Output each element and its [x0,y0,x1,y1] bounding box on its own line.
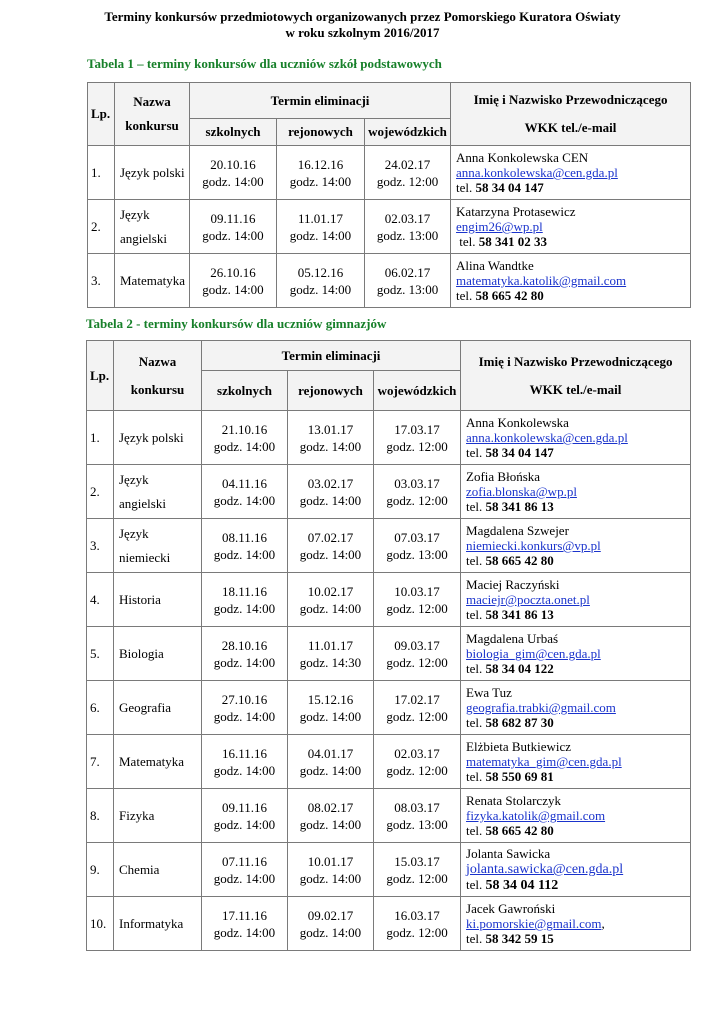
chair-contact [451,146,691,200]
regional-stage-time: godz. 14:30 [299,654,362,670]
chair-name: Zofia Błońska [466,469,541,484]
contest-name-line2: angielski [119,495,166,511]
header-name-line1: Nazwa [138,353,177,369]
regional-stage-time: godz. 14:00 [299,708,362,724]
table-row [87,627,691,681]
chair-name: Alina Wandtke [456,258,534,273]
contest-name [114,789,202,843]
school-stage-time: godz. 14:00 [213,438,276,454]
contest-name-line1: Chemia [119,861,160,877]
contest-name [115,146,190,200]
school-stage-cell [190,146,277,200]
chair-phone-line [456,234,690,249]
regional-stage-time: godz. 14:00 [299,816,362,832]
chair-phone-line [456,288,690,303]
voivodeship-stage-date: 17.02.17 [394,691,440,707]
school-stage-cell [190,200,277,254]
voivodeship-stage-date: 09.03.17 [394,637,440,653]
voivodeship-stage-cell [374,411,461,465]
phone-prefix: tel. [466,877,486,892]
chair-contact [451,254,691,308]
header-chair [461,341,691,411]
contest-name-line1: Język [119,471,149,487]
regional-stage-cell [277,254,365,308]
regional-stage-date: 11.01.17 [297,210,344,226]
school-stage-cell [202,411,288,465]
school-stage-date: 21.10.16 [221,421,268,437]
header-contest-name [115,83,190,146]
regional-stage-date: 13.01.17 [307,421,354,437]
regional-stage-cell [288,735,374,789]
regional-stage-cell [277,200,365,254]
regional-stage-time: godz. 14:00 [299,438,362,454]
chair-contact [461,789,691,843]
school-stage-date: 16.11.16 [221,745,268,761]
chair-contact [461,411,691,465]
regional-stage-time: godz. 14:00 [299,924,362,940]
regional-stage-date: 11.01.17 [307,637,354,653]
header-name-line1: Nazwa [133,94,171,109]
school-stage-date: 09.11.16 [221,799,268,815]
voivodeship-stage-time: godz. 13:00 [386,816,448,832]
regional-stage-cell [288,897,374,951]
chair-phone: 58 665 42 80 [485,823,554,838]
phone-prefix: tel. [466,499,486,514]
phone-prefix: tel. [466,607,486,622]
title-line-2: w roku szkolnym 2016/2017 [285,25,440,40]
chair-phone-line [466,769,690,784]
header-chair-line2: WKK tel./e-mail [524,120,617,135]
chair-name: Jolanta Sawicka [466,846,551,861]
school-stage-cell [190,254,277,308]
regional-stage-time: godz. 14:00 [299,600,362,616]
header-termin: Termin eliminacji [190,83,451,119]
chair-phone: 58 34 04 112 [485,878,559,893]
school-stage-cell [202,735,288,789]
table-row [87,573,691,627]
chair-email-link[interactable]: anna.konkolewska@cen.gda.pl [456,165,618,180]
table2-body [87,411,691,951]
chair-phone: 58 550 69 81 [485,769,554,784]
phone-prefix: tel. [466,445,486,460]
table-row [88,200,691,254]
table-primary-schools [87,82,691,308]
chair-phone: 58 341 86 13 [485,607,554,622]
school-stage-time: godz. 14:00 [213,600,276,616]
voivodeship-stage-time: godz. 13:00 [376,227,439,243]
regional-stage-time: godz. 14:00 [289,227,352,243]
chair-name: Ewa Tuz [466,685,512,700]
row-number: 2. [88,200,115,254]
chair-email-link[interactable]: engim26@wp.pl [456,219,543,234]
chair-email-link[interactable]: matematyka_gim@cen.gda.pl [466,754,622,769]
chair-email-line [466,538,690,553]
chair-contact [451,200,691,254]
regional-stage-time: godz. 14:00 [299,492,362,508]
regional-stage-cell [288,573,374,627]
regional-stage-cell [288,789,374,843]
chair-phone: 58 341 02 33 [478,234,548,249]
school-stage-date: 20.10.16 [210,156,256,172]
header-lp: Lp. [87,341,114,411]
chair-email-line [466,592,690,607]
chair-email-link[interactable]: zofia.blonska@wp.pl [466,484,577,499]
row-number: 8. [87,789,114,843]
regional-stage-time: godz. 14:00 [289,173,352,189]
voivodeship-stage-cell [374,627,461,681]
voivodeship-stage-date: 15.03.17 [394,853,440,869]
contest-name-line1: Matematyka [120,272,185,288]
school-stage-cell [202,519,288,573]
chair-email-link[interactable]: biologia_gim@cen.gda.pl [466,646,601,661]
voivodeship-stage-cell [374,465,461,519]
school-stage-cell [202,681,288,735]
voivodeship-stage-cell [374,681,461,735]
voivodeship-stage-cell [365,200,451,254]
row-number: 2. [87,465,114,519]
voivodeship-stage-date: 02.03.17 [384,210,431,226]
document-title [0,9,725,41]
chair-phone: 58 665 42 80 [475,288,544,303]
school-stage-cell [202,789,288,843]
school-stage-date: 27.10.16 [221,691,268,707]
header-chair-line1: Imię i Nazwisko Przewodniczącego [478,353,673,369]
school-stage-time: godz. 14:00 [213,870,276,886]
chair-contact [461,843,691,897]
regional-stage-cell [288,411,374,465]
table-row [87,411,691,465]
voivodeship-stage-date: 10.03.17 [394,583,440,599]
chair-email-line [466,646,690,661]
chair-email-link[interactable]: ki.pomorskie@gmail.com [466,916,602,931]
school-stage-date: 07.11.16 [221,853,268,869]
chair-name: Katarzyna Protasewicz [456,204,576,219]
chair-phone-line [466,661,690,676]
voivodeship-stage-cell [374,735,461,789]
chair-phone: 58 682 87 30 [485,715,554,730]
regional-stage-date: 03.02.17 [307,475,354,491]
header-chair-line1: Imię i Nazwisko Przewodniczącego [473,92,668,107]
row-number: 6. [87,681,114,735]
row-number: 5. [87,627,114,681]
header-szkolnych: szkolnych [190,119,277,146]
school-stage-time: godz. 14:00 [202,173,264,189]
contest-name-line1: Język [119,525,149,541]
chair-phone-line [466,877,690,893]
row-number: 7. [87,735,114,789]
header-rejonowych: rejonowych [288,371,374,411]
contest-name [115,200,190,254]
school-stage-time: godz. 14:00 [213,492,276,508]
regional-stage-cell [288,519,374,573]
table-row [87,897,691,951]
voivodeship-stage-date: 17.03.17 [394,421,440,437]
voivodeship-stage-date: 03.03.17 [394,475,440,491]
voivodeship-stage-date: 24.02.17 [384,156,431,172]
regional-stage-date: 15.12.16 [307,691,354,707]
chair-phone: 58 34 04 147 [475,180,544,195]
school-stage-cell [202,627,288,681]
contest-name-line1: Geografia [119,699,171,715]
voivodeship-stage-time: godz. 12:00 [386,870,448,886]
regional-stage-cell [288,627,374,681]
chair-email-line [456,273,690,288]
school-stage-cell [202,573,288,627]
contest-name-line2: angielski [120,230,167,246]
row-number: 3. [88,254,115,308]
chair-email-link[interactable]: maciejr@poczta.onet.pl [466,592,590,607]
chair-phone-line [466,553,690,568]
chair-email-line [466,484,690,499]
regional-stage-cell [288,465,374,519]
phone-prefix: tel. [466,715,486,730]
contest-name-line1: Fizyka [119,807,155,823]
chair-contact [461,519,691,573]
school-stage-date: 26.10.16 [210,264,256,280]
contest-name [114,573,202,627]
contest-name [114,681,202,735]
contest-name-line2: niemiecki [119,549,171,565]
contest-name-line1: Matematyka [119,753,184,769]
voivodeship-stage-date: 08.03.17 [394,799,440,815]
chair-email-line [466,808,690,823]
chair-name: Magdalena Urbaś [466,631,559,646]
school-stage-date: 28.10.16 [221,637,268,653]
contest-name [114,519,202,573]
chair-email-line [466,754,690,769]
chair-phone: 58 34 04 147 [485,445,554,460]
chair-name: Jacek Gawroński [466,901,556,916]
school-stage-time: godz. 14:00 [213,924,276,940]
school-stage-time: godz. 14:00 [202,281,264,297]
row-number: 9. [87,843,114,897]
chair-phone: 58 341 86 13 [485,499,554,514]
table-row [88,254,691,308]
contest-name-line1: Historia [119,591,161,607]
chair-email-line [456,219,690,234]
regional-stage-date: 16.12.16 [297,156,344,172]
voivodeship-stage-cell [374,573,461,627]
chair-name: Renata Stolarczyk [466,793,561,808]
phone-prefix: tel. [456,180,476,195]
voivodeship-stage-cell [374,897,461,951]
chair-contact [461,897,691,951]
phone-prefix: tel. [466,823,486,838]
chair-email-link[interactable]: jolanta.sawicka@cen.gda.pl [466,862,624,877]
chair-email-link[interactable]: anna.konkolewska@cen.gda.pl [466,430,628,445]
chair-contact [461,627,691,681]
header-termin: Termin eliminacji [202,341,461,371]
chair-phone: 58 342 59 15 [485,931,554,946]
row-number: 10. [87,897,114,951]
chair-name: Maciej Raczyński [466,577,560,592]
table1-caption: Tabela 1 – terminy konkursów dla uczniów szkół podstawowych [87,56,442,71]
contest-name-line1: Język polski [119,429,184,445]
chair-phone: 58 34 04 122 [485,661,554,676]
chair-name: Elżbieta Butkiewicz [466,739,572,754]
phone-prefix: tel. [456,288,476,303]
voivodeship-stage-cell [365,146,451,200]
voivodeship-stage-time: godz. 12:00 [386,438,448,454]
voivodeship-stage-date: 07.03.17 [394,529,440,545]
header-szkolnych: szkolnych [202,371,288,411]
school-stage-time: godz. 14:00 [202,227,264,243]
phone-prefix: tel. [466,931,486,946]
table-gymnasiums [86,340,691,951]
chair-contact [461,681,691,735]
regional-stage-date: 10.02.17 [307,583,354,599]
school-stage-time: godz. 14:00 [213,762,276,778]
voivodeship-stage-date: 02.03.17 [394,745,440,761]
voivodeship-stage-time: godz. 12:00 [386,492,448,508]
table-row [88,146,691,200]
phone-prefix: tel. [466,769,486,784]
chair-email-link[interactable]: geografia.trabki@gmail.com [466,700,616,715]
chair-email-line [466,430,690,445]
chair-name: Magdalena Szwejer [466,523,569,538]
email-suffix: , [601,916,605,931]
voivodeship-stage-time: godz. 13:00 [376,281,439,297]
table-row [87,735,691,789]
header-chair-line2: WKK tel./e-mail [529,381,622,397]
chair-name: Anna Konkolewska [466,415,569,430]
header-rejonowych: rejonowych [277,119,365,146]
chair-phone-line [466,823,690,838]
contest-name-line1: Informatyka [119,915,184,931]
regional-stage-time: godz. 14:00 [299,870,362,886]
contest-name [114,465,202,519]
voivodeship-stage-cell [374,519,461,573]
phone-prefix: tel. [466,661,486,676]
contest-name [114,735,202,789]
chair-email-line [466,700,690,715]
header-wojewodzkich: wojewódzkich [365,119,451,146]
table2-caption: Tabela 2 - terminy konkursów dla uczniów gimnazjów [86,316,387,331]
contest-name-line1: Język [120,206,150,222]
regional-stage-cell [288,843,374,897]
school-stage-date: 17.11.16 [221,907,268,923]
chair-phone: 58 665 42 80 [485,553,554,568]
regional-stage-cell [277,146,365,200]
phone-prefix: tel. [466,553,486,568]
school-stage-time: godz. 14:00 [213,654,276,670]
regional-stage-date: 04.01.17 [307,745,354,761]
voivodeship-stage-time: godz. 12:00 [386,924,448,940]
contest-name-line1: Język polski [120,164,185,180]
chair-email-link[interactable]: fizyka.katolik@gmail.com [466,808,606,823]
row-number: 4. [87,573,114,627]
header-wojewodzkich: wojewódzkich [374,371,461,411]
table-row [87,681,691,735]
row-number: 1. [87,411,114,465]
school-stage-time: godz. 14:00 [213,546,276,562]
chair-email-link[interactable]: niemiecki.konkurs@vp.pl [466,538,601,553]
chair-contact [461,573,691,627]
table-row [87,465,691,519]
contest-name [114,627,202,681]
contest-name [114,411,202,465]
header-chair [451,83,691,146]
header-contest-name [114,341,202,411]
chair-phone-line [466,445,690,460]
voivodeship-stage-time: godz. 12:00 [386,600,448,616]
contest-name-line1: Biologia [119,645,164,661]
regional-stage-date: 07.02.17 [307,529,354,545]
header-name-line2: konkursu [130,381,185,397]
title-line-1: Terminy konkursów przedmiotowych organizowanych przez Pomorskiego Kuratora Oświaty [104,9,621,24]
voivodeship-stage-date: 06.02.17 [384,264,431,280]
voivodeship-stage-date: 16.03.17 [394,907,440,923]
table-row [87,789,691,843]
phone-prefix: tel. [456,234,479,249]
chair-contact [461,465,691,519]
school-stage-cell [202,897,288,951]
contest-name [114,843,202,897]
table-row [87,519,691,573]
school-stage-time: godz. 14:00 [213,708,276,724]
table-row [87,843,691,897]
voivodeship-stage-time: godz. 12:00 [376,173,439,189]
voivodeship-stage-cell [374,843,461,897]
regional-stage-date: 05.12.16 [297,264,344,280]
school-stage-date: 18.11.16 [221,583,268,599]
contest-name [115,254,190,308]
chair-phone-line [456,180,690,195]
chair-phone-line [466,607,690,622]
chair-phone-line [466,499,690,514]
regional-stage-time: godz. 14:00 [299,762,362,778]
contest-name [114,897,202,951]
school-stage-date: 08.11.16 [221,529,268,545]
header-name-line2: konkursu [125,118,179,133]
row-number: 1. [88,146,115,200]
regional-stage-time: godz. 14:00 [289,281,352,297]
school-stage-date: 09.11.16 [210,210,256,226]
chair-email-link[interactable]: matematyka.katolik@gmail.com [456,273,627,288]
chair-contact [461,735,691,789]
regional-stage-cell [288,681,374,735]
row-number: 3. [87,519,114,573]
header-lp: Lp. [88,83,115,146]
regional-stage-date: 09.02.17 [307,907,354,923]
school-stage-cell [202,843,288,897]
chair-email-line [466,861,690,877]
voivodeship-stage-cell [365,254,451,308]
school-stage-time: godz. 14:00 [213,816,276,832]
voivodeship-stage-time: godz. 12:00 [386,762,448,778]
school-stage-date: 04.11.16 [221,475,268,491]
regional-stage-date: 10.01.17 [307,853,354,869]
table1-body [88,146,691,308]
chair-email-line [456,165,690,180]
chair-email-line [466,916,690,931]
chair-phone-line [466,931,690,946]
voivodeship-stage-time: godz. 12:00 [386,708,448,724]
regional-stage-date: 08.02.17 [307,799,354,815]
chair-phone-line [466,715,690,730]
voivodeship-stage-time: godz. 13:00 [386,546,448,562]
regional-stage-time: godz. 14:00 [299,546,362,562]
voivodeship-stage-time: godz. 12:00 [386,654,448,670]
voivodeship-stage-cell [374,789,461,843]
chair-name: Anna Konkolewska CEN [456,150,589,165]
school-stage-cell [202,465,288,519]
